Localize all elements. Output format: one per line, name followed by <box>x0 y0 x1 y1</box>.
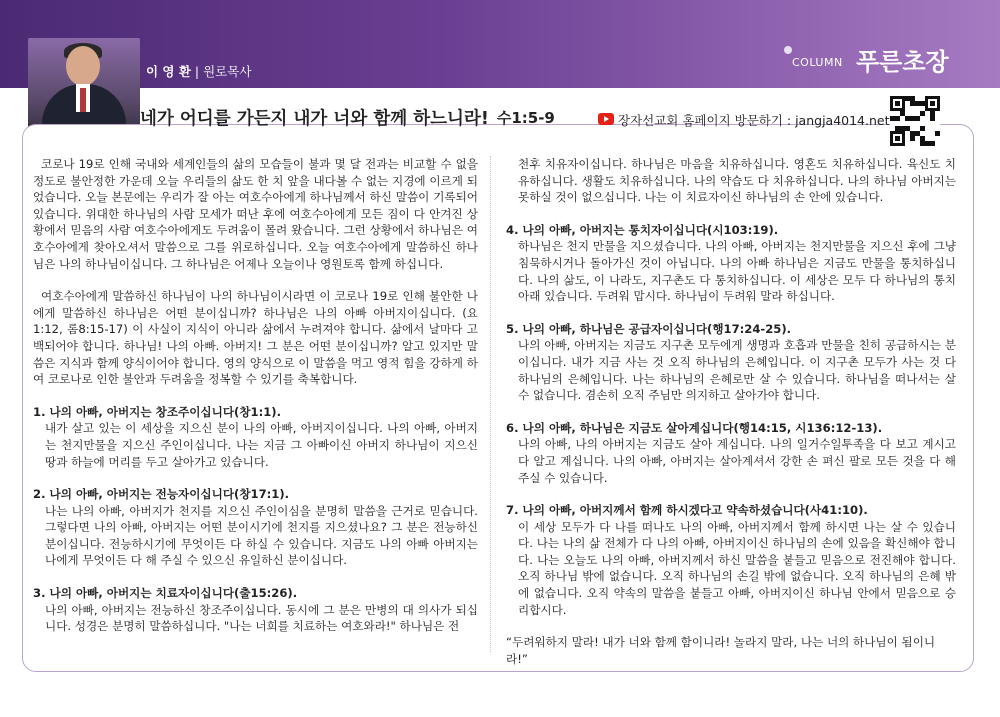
section-body: 천후 치유자이십니다. 하나님은 마음을 치유하십니다. 영혼도 치유하십니다. 육신도 치유하십니다. 생활도 치유하십니다. 나의 약습도 다 치유하십니다. 나의 하나님 아버지는 못하실 것이 없으십니다. 나는 이 치료자이신 하나님의 손 안에 있습니다. <box>518 157 956 205</box>
section-7 <box>506 502 956 618</box>
right-column <box>506 156 956 667</box>
section-heading: 5. 나의 아빠, 하나님은 공급자이십니다(행17:24-25). <box>506 321 792 336</box>
section-2 <box>33 486 478 569</box>
column-divider <box>490 156 492 652</box>
section-body: 이 세상 모두가 다 나를 떠나도 나의 아빠, 아버지께서 함께 하시면 나는 살 수 있습니다. 나는 나의 삶 전체가 다 나의 아빠, 아버지이신 하나님의 손에 있음을 확신해야 합니다. 나는 오늘도 나의 아빠, 아버지께서 하신 말씀을 붙들고 믿음으로 전진해야 합니다. 오직 하나님 밖에 없습니다. 오직 하나님의 손길 밖에 없습니다. 오직 하나님의 은혜 밖에 없습니다. 오직 약속의 말씀을 붙들고 아빠, 아버지이신 하나님 안에서 믿음으로 승리합시다. <box>518 519 956 617</box>
section-heading: 3. 나의 아빠, 아버지는 치료자이십니다(출15:26). <box>33 586 298 601</box>
qr-code-icon[interactable] <box>890 96 940 146</box>
author-byline: 이 영 환 | 원로목사 <box>146 64 252 79</box>
section-body: 내가 살고 있는 이 세상을 지으신 분이 나의 아빠, 아버지이십니다. 나의 아빠, 아버지는 천지만물을 지으신 주인이십니다. 나는 지금 그 아빠이신 아버지 하나님이 지으신 땅과 하늘에 머리를 두고 살아가고 있습니다. <box>45 421 478 469</box>
section-heading: 4. 나의 아빠, 아버지는 통치자이십니다(시103:19). <box>506 222 779 237</box>
closing-quote: “두려워하지 말라! 내가 너와 함께 함이니라! 놀라지 말라, 나는 너의 하나님이 됨이니라!” <box>506 635 936 666</box>
section-3 <box>33 585 478 635</box>
left-column <box>33 156 478 651</box>
author-name: 이 영 환 <box>146 64 191 79</box>
section-body: 나의 아빠, 아버지는 지금도 지구촌 모두에게 생명과 호흡과 만물을 친히 공급하시는 분이십니다. 내가 지금 사는 것 오직 하나님의 은혜입니다. 이 지구촌 모두가 사는 것 다 하나님의 은혜입니다. 나는 하나님의 은혜로만 살 수 있습니다. 하나님을 떠나서는 살 수 없습니다. 겸손히 오직 주님만 의지하고 살아가야 합니다. <box>518 338 956 403</box>
section-1 <box>33 404 478 470</box>
column-label: COLUMN <box>792 56 843 69</box>
section-3-continued <box>506 156 956 206</box>
section-heading: 1. 나의 아빠, 아버지는 창조주이십니다(창1:1). <box>33 404 281 419</box>
section-heading: 2. 나의 아빠, 아버지는 전능자이십니다(창17:1). <box>33 487 290 502</box>
section-5 <box>506 321 956 404</box>
column-dot-icon <box>784 46 792 54</box>
section-heading: 6. 나의 아빠, 하나님은 지금도 살아계십니다(행14:15, 시136:12-13). <box>506 420 883 435</box>
section-body: 나의 아빠, 나의 아버지는 지금도 살아 계십니다. 나의 일거수일투족을 다 보고 계시고 다 알고 계십니다. 나의 아빠, 아버지는 살아계셔서 강한 손 펴신 팔로 모든 것을 다 해 주실 수 있습니다. <box>518 437 956 485</box>
article-reference: 수1:5-9 <box>496 108 555 127</box>
section-heading: 7. 나의 아빠, 아버지께서 함께 하시겠다고 약속하셨습니다(사41:10). <box>506 503 868 518</box>
section-body: 나는 나의 아빠, 아버지가 천지를 지으신 주인이심을 분명히 말씀을 근거로 믿습니다. 그렇다면 나의 아빠, 아버지는 어떤 분이시기에 천지를 지으셨나요? 그 분은 전능하신 분이십니다. 전능하시기에 무엇이든 다 하실 수 있습니다. 지금도 나의 아빠 아버지는 나에게 무엇이든 다 해 주실 수 있으신 유일하신 분이십니다. <box>45 503 478 568</box>
section-6 <box>506 420 956 486</box>
homepage-link[interactable]: 장자선교회 홈페이지 방문하기 : jangja4014.net <box>618 113 890 128</box>
intro-paragraph-2: 여호수아에게 말씀하신 하나님이 나의 하나님이시라면 이 코로나 19로 인해 불안한 나에게 말씀하신 하나님은 어떤 분이십니까? 하나님은 나의 아빠 아버지이십니다. (요1:12, 롬8:15-17) 이 사실이 지식이 아니라 삶에서 누려져야 합니다. 삶에서 날마다 고백되어야 합니다. 하나님! 나의 아빠. 아버지! 그 분은 어떤 분이십니까? 알고 있지만 말씀은 지식과 함께 양식이어야 합니다. 영의 양식으로 이 말씀을 먹고 영적 힘을 강하게 하여 코로나로 인한 불안과 두려움을 정복할 수 있기를 축복합니다. <box>33 289 478 387</box>
column-title: 푸른초장 <box>856 48 949 76</box>
section-body: 하나님은 천지 만물을 지으셨습니다. 나의 아빠, 아버지는 천지만물을 지으신 후에 그냥 침묵하시거나 돌아가신 것이 아닙니다. 나의 아빠 하나님은 지금도 만물을 통치하십니다. 나의 삶도, 이 나라도, 지구촌도 다 통치하십니다. 이 세상은 모두 다 하나님의 통치 아래 있습니다. 두려워 맙시다. 하나님이 두려워 말라 하십니다. <box>518 239 956 304</box>
author-role: 원로목사 <box>203 64 252 79</box>
article-title: 네가 어디를 가든지 내가 너와 함께 하느니라! <box>140 108 489 129</box>
intro-paragraph-1: 코로나 19로 인해 국내와 세계인들의 삶의 모습들이 불과 몇 달 전과는 비교할 수 없을 정도로 불안정한 가운데 오늘 우리들의 삶도 한 치 앞을 내다볼 수 없는 지경에 이르게 되었습니다. 오늘 본문에는 우리가 잘 아는 여호수아에게 하나님께서 하신 말씀이 기록되어 있습니다. 위대한 하나님의 사람 모세가 떠난 후에 여호수아에게 모든 짐이 다 안겨진 상황에서 믿음의 사람 여호수아에게도 두려움이 몰려 왔습니다. 그런 상황에서 하나님은 여호수아에게 찾아오셔서 말씀으로 그를 위로하십니다. 오늘 여호수아에게 말씀하신 하나님은 나의 하나님이십니다. 그 하나님은 어제나 오늘이나 영원토록 함께 하십니다. <box>33 157 478 271</box>
youtube-icon[interactable] <box>598 113 614 125</box>
section-4 <box>506 222 956 305</box>
section-body: 나의 아빠, 아버지는 전능하신 창조주이십니다. 동시에 그 분은 만병의 대 의사가 되십니다. 성경은 분명히 말씀하십니다. "나는 너희를 치료하는 여호와라!" 하나님은 전 <box>45 602 478 634</box>
